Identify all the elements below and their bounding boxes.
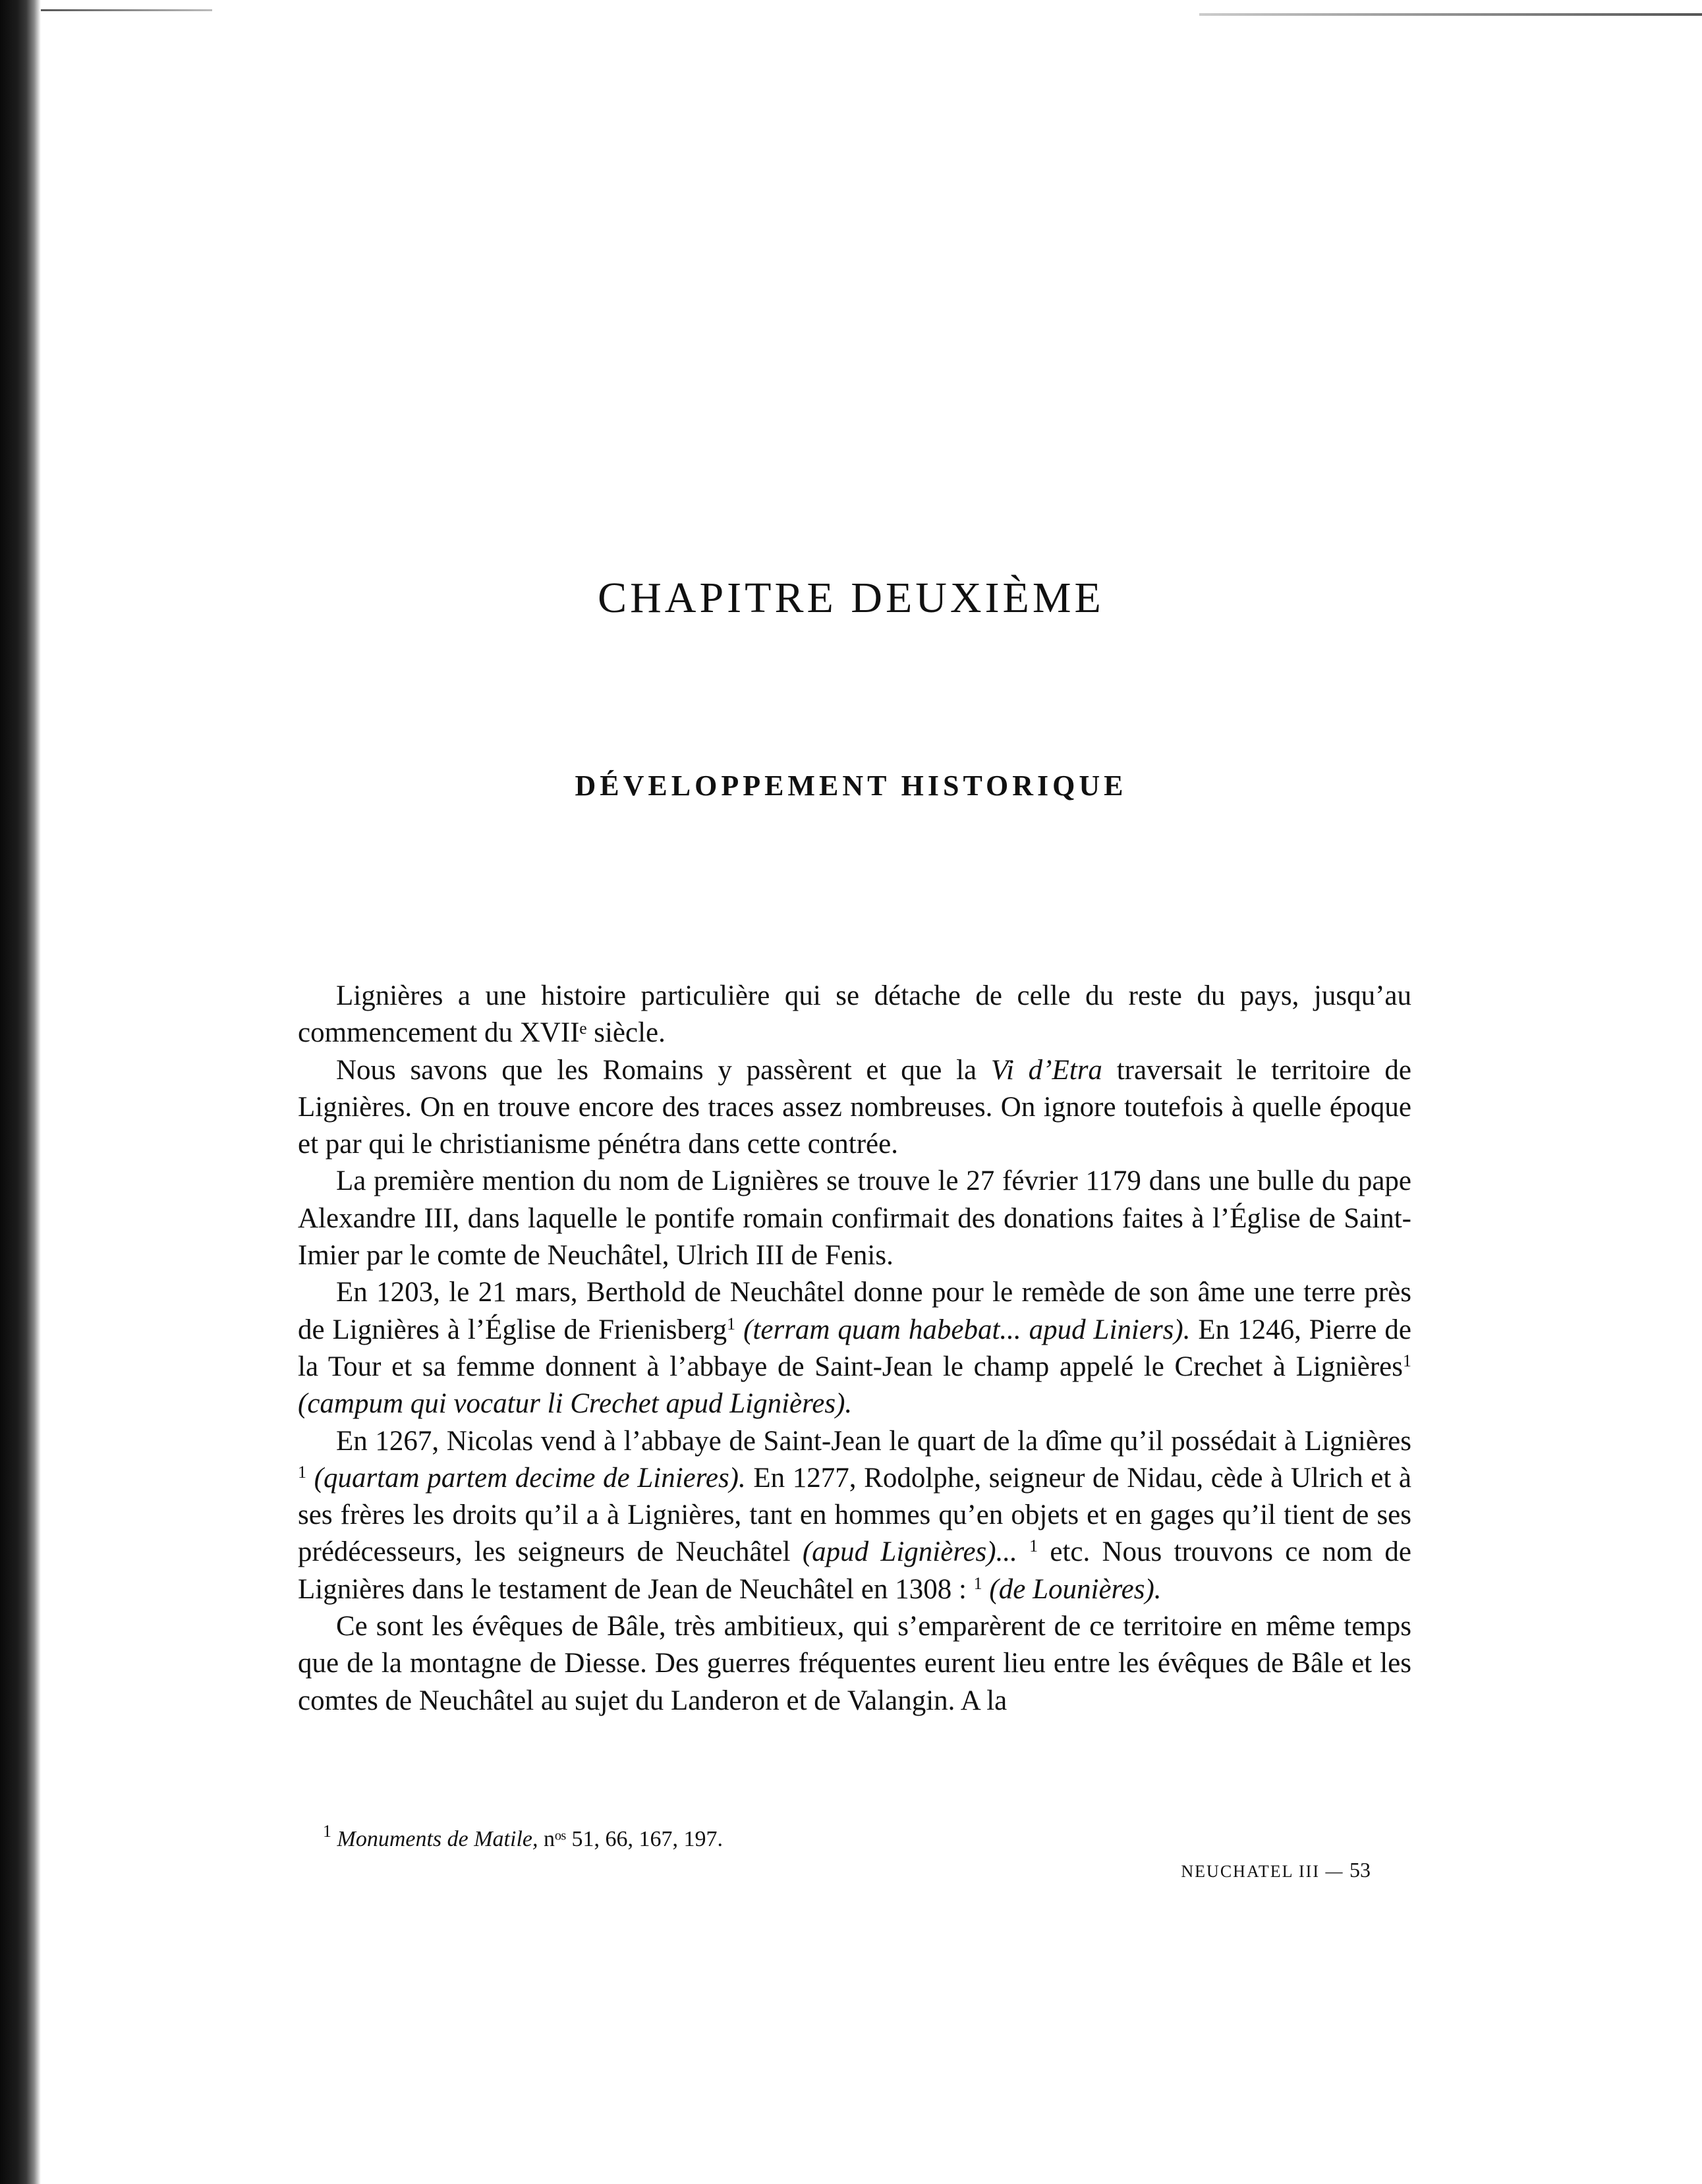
footnote-marker: 1	[323, 1822, 331, 1841]
paragraph-3-text: La première mention du nom de Lignières se trouve le 27 février 1179 dans une bulle du pape Alexandre III, dans laquelle le pontife romain confirmait des donations faites à l’Église de Saint-Imier par le comte de Neuchâtel, Ulrich III de Fenis.	[298, 1165, 1411, 1272]
paragraph-2	[298, 1052, 1411, 1163]
paragraph-4-italic-b: (terram quam habebat... apud Liniers).	[743, 1314, 1191, 1345]
paragraph-6	[298, 1608, 1411, 1720]
paragraph-2-italic: Vi d’Etra	[990, 1054, 1102, 1086]
footnote-refs: nᵒˢ 51, 66, 167, 197.	[538, 1827, 723, 1851]
paragraph-1-text: Lignières a une histoire particulière qui se détache de celle du reste du pays, jusqu’au commencement du XVIIᵉ siècle.	[298, 980, 1411, 1049]
paragraph-5-text-e: etc. Nous trouvons ce nom de Lignières dans le testament de Jean de Neuchâtel en 1308 :	[298, 1536, 1412, 1605]
paragraph-1	[298, 978, 1411, 1052]
running-head: NEUCHATEL III —	[1181, 1862, 1344, 1881]
note-marker: 1	[1029, 1536, 1038, 1556]
footnote	[323, 1822, 1179, 1854]
paragraph-2-text-a: Nous savons que les Romains y passèrent et que la	[336, 1054, 991, 1086]
note-marker: 1	[973, 1573, 982, 1593]
body-text	[298, 978, 1411, 1720]
paragraph-5	[298, 1423, 1411, 1608]
section-title: DÉVELOPPEMENT HISTORIQUE	[575, 770, 1127, 802]
scan-top-mark-left	[41, 9, 212, 11]
chapter-title: CHAPITRE DEUXIÈME	[598, 574, 1104, 622]
paragraph-5-italic-d: (apud Lignières)...	[802, 1536, 1017, 1568]
paragraph-4-text-c: En 1246, Pierre de la Tour et sa femme donnent à l’abbaye de Saint-Jean le champ appelé le Crechet à Lignières	[298, 1314, 1412, 1382]
paragraph-4	[298, 1274, 1411, 1422]
paragraph-4-italic-d: (campum qui vocatur li Crechet apud Lignières).	[298, 1388, 853, 1420]
paragraph-6-text: Ce sont les évêques de Bâle, très ambitieux, qui s’emparèrent de ce territoire en même temps que de la montagne de Diesse. Des guerres fréquentes eurent lieu entre les évêques de Bâle et les comtes de Neuchâtel au sujet du Landeron et de Valangin. A la	[298, 1611, 1411, 1716]
note-marker: 1	[727, 1314, 736, 1333]
page-footer	[1147, 1857, 1371, 1885]
paragraph-5-italic-f: (de Lounières).	[989, 1573, 1162, 1605]
paragraph-2-text-c: traversait le territoire de Lignières. On en trouve encore des traces assez nombreuses. On ignore toutefois à quelle époque et par qui le christianisme pénétra dans cette contrée.	[298, 1054, 1411, 1160]
paragraph-5-text-a: En 1267, Nicolas vend à l’abbaye de Saint-Jean le quart de la dîme qu’il possédait à Lignières	[336, 1425, 1411, 1457]
paragraph-3	[298, 1163, 1411, 1274]
paragraph-5-italic-b: (quartam partem decime de Linieres).	[314, 1462, 746, 1494]
paragraph-4-text-a: En 1203, le 21 mars, Berthold de Neuchâtel donne pour le remède de son âme une terre près de Lignières à l’Église de Frienisberg	[298, 1277, 1411, 1345]
note-marker: 1	[298, 1462, 306, 1482]
note-marker: 1	[1403, 1351, 1411, 1370]
paragraph-5-text-c: En 1277, Rodolphe, seigneur de Nidau, cède à Ulrich et à ses frères les droits qu’il a à Lignières, tant en hommes qu’en objets et en gages qu’il tient de ses prédécesseurs, les seigneurs de Neuchâtel	[298, 1462, 1412, 1568]
page-number: 53	[1349, 1858, 1371, 1882]
scan-binding-edge	[0, 0, 41, 2184]
footnote-source: Monuments de Matile,	[337, 1827, 538, 1851]
scan-top-mark-right	[1199, 13, 1702, 16]
